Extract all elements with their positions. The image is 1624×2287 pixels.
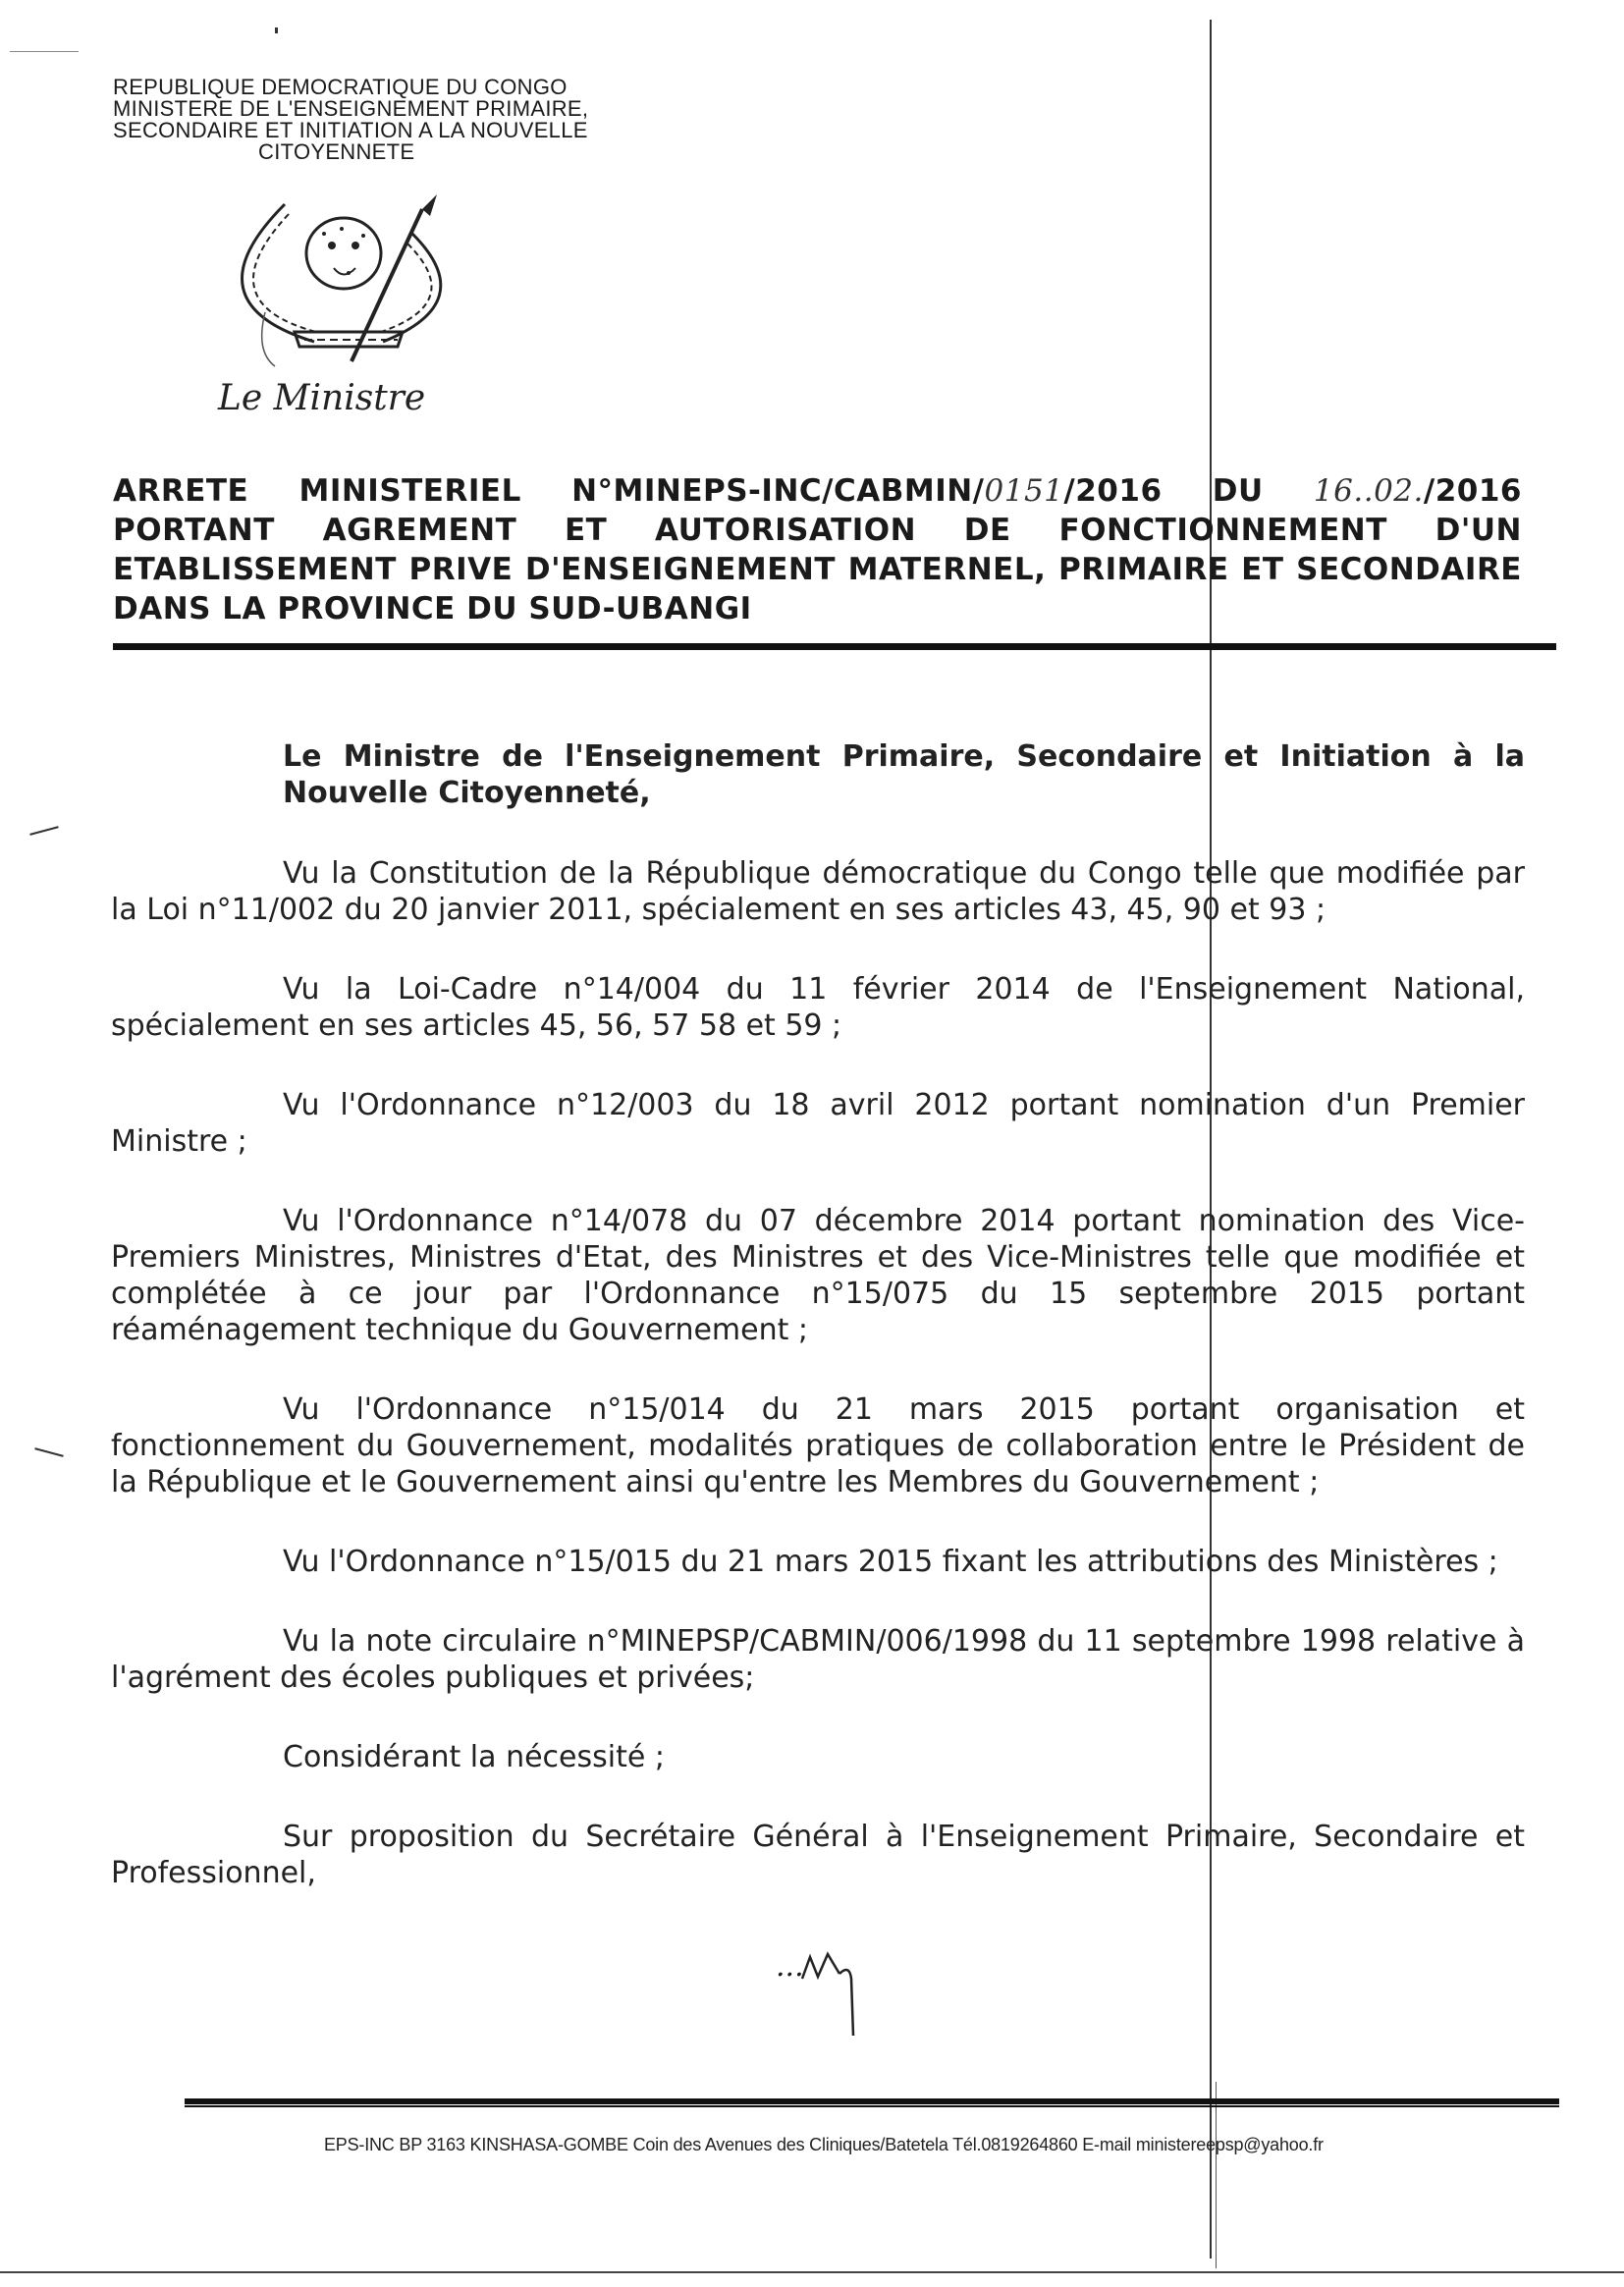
footer-divider — [185, 2098, 1559, 2107]
divider — [113, 643, 1556, 650]
scan-speck — [29, 826, 58, 836]
minister-heading: Le Ministre de l'Enseignement Primaire, Secondaire et Initiation à la Nouvelle Citoyenneté, — [283, 739, 1525, 810]
letterhead — [113, 77, 588, 163]
scan-speck — [10, 51, 79, 52]
minister-signature-title: Le Ministre — [218, 378, 426, 418]
title-year: /2016 — [1063, 473, 1163, 509]
page-edge — [0, 2271, 1624, 2273]
scan-speck — [275, 27, 278, 33]
title-rest: PORTANT AGREMENT ET AUTORISATION DE FONCTIONNEMENT D'UN ETABLISSEMENT PRIVE D'ENSEIGNEMENT MATERNEL, PRIMAIRE ET SECONDAIRE DANS LA PROVINCE DU SUD-UBANGI — [113, 513, 1522, 626]
paragraph: Vu l'Ordonnance n°15/014 du 21 mars 2015 portant organisation et fonctionnement du Gouvernement, modalités pratiques de collaboration entre le Président de la République et le Gouvernement ainsi qu'entre les Membres du Gouvernement ; — [111, 1392, 1525, 1499]
paragraph: Vu l'Ordonnance n°14/078 du 07 décembre 2014 portant nomination des Vice-Premiers Ministres, Ministres d'Etat, des Ministres et des Vice-Ministres telle que modifiée et complétée à ce jour par l'Ordonnance n°15/075 du 15 septembre 2015 portant réaménagement technique du Gouvernement ; — [111, 1204, 1525, 1347]
handwritten-date: 16..02. — [1313, 473, 1424, 509]
paragraph: Vu la Loi-Cadre n°14/004 du 11 février 2014 de l'Enseignement National, spécialement en ses articles 45, 56, 57 58 et 59 ; — [111, 972, 1525, 1043]
header-line: SECONDAIRE ET INITIATION A LA NOUVELLE — [113, 118, 588, 142]
header-line: MINISTERE DE L'ENSEIGNEMENT PRIMAIRE, — [113, 96, 589, 121]
paragraph: Sur proposition du Secrétaire Général à l'Enseignement Primaire, Secondaire et Professionnel, — [111, 1820, 1525, 1890]
coat-of-arms-icon — [226, 194, 481, 391]
paragraph: Considérant la nécessité ; — [283, 1740, 665, 1774]
title-prefix: ARRETE MINISTERIEL N°MINEPS-INC/CABMIN/ — [113, 473, 985, 509]
document-body — [111, 738, 1525, 1934]
paragraph: Vu l'Ordonnance n°12/003 du 18 avril 2012 portant nomination d'un Premier Ministre ; — [111, 1088, 1525, 1159]
scan-artifact-line — [1216, 2082, 1217, 2268]
footer-address: EPS-INC BP 3163 KINSHASA-GOMBE Coin des Avenues des Cliniques/Batetela Tél.0819264860 E-mail ministereepsp@yahoo.fr — [324, 2135, 1324, 2154]
decree-title — [113, 471, 1522, 628]
scan-speck — [34, 1447, 63, 1457]
paragraph: Vu la Constitution de la République démocratique du Congo telle que modifiée par la Loi n°11/002 du 20 janvier 2011, spécialement en ses articles 43, 45, 90 et 93 ; — [111, 856, 1525, 927]
header-line: CITOYENNETE — [258, 139, 415, 164]
handwritten-number: 0151 — [984, 473, 1064, 509]
continuation-mark: ... — [776, 1949, 804, 1984]
handwritten-initial-icon — [800, 1949, 859, 2038]
paragraph: Vu la note circulaire n°MINEPSP/CABMIN/006/1998 du 11 septembre 1998 relative à l'agrément des écoles publiques et privées; — [111, 1624, 1525, 1695]
title-year: /2016 — [1423, 473, 1522, 509]
title-du: DU — [1162, 473, 1314, 509]
header-line: REPUBLIQUE DEMOCRATIQUE DU CONGO — [113, 75, 568, 99]
paragraph: Vu l'Ordonnance n°15/015 du 21 mars 2015 fixant les attributions des Ministères ; — [283, 1545, 1498, 1579]
